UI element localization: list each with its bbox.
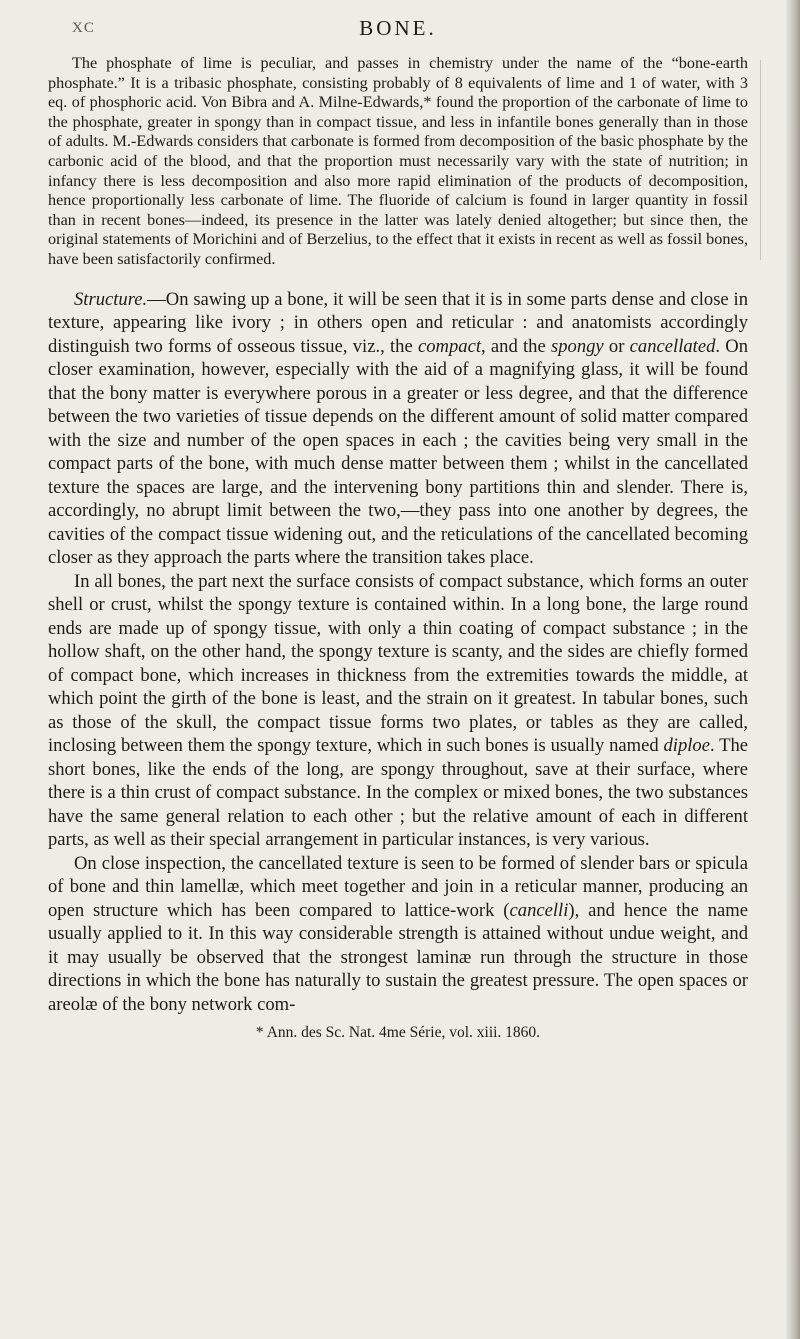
structure-paragraph-3 <box>48 852 748 1017</box>
gutter-line <box>760 60 761 260</box>
term-diploe: diploe <box>663 735 710 757</box>
structure-text-1c: or <box>603 335 630 357</box>
chemistry-paragraph: The phosphate of lime is peculiar, and passes in chemistry under the name of the “bone-earth phosphate.” It is a tribasic phosphate, consisting probably of 8 equivalents of lime and 1 of water, with 3 eq. of phosphoric acid. Von Bibra and A. Milne-Edwards,* found the proportion of the carbonate of lime to the phosphate, greater in spongy than in compact tissue, and less in infantile bones generally than in those of adults. M.-Edwards considers that carbonate is formed from decomposition of the basic phosphate by the carbonic acid of the blood, and that the proportion must necessarily vary with the state of nutrition; in infancy there is less decomposition and also more rapid elimination of the products of decomposition, hence proportionally less carbonate of lime. The fluoride of calcium is found in larger quantity in fossil than in recent bones—indeed, its presence in the latter was lately denied altogether; but since then, the original statements of Morichini and of Berzelius, to the effect that it exists in recent as well as fossil bones, have been satisfactorily confirmed. <box>48 54 748 268</box>
term-compact: compact <box>418 335 481 357</box>
section-heading: Structure. <box>74 288 148 310</box>
structure-text-2b: . The short bones, like the ends of the long, are spongy throughout, save at their surface, where there is a thin crust of compact substance. In the complex or mixed bones, the two substances have the same general relation to each other ; but the relative amount of each in different parts, as well as their special arrangement in particular instances, is very various. <box>48 735 748 851</box>
term-cancelli: cancelli <box>509 899 569 921</box>
structure-paragraph-2 <box>48 570 748 852</box>
structure-text-1b: , and the <box>481 335 551 357</box>
running-title: BONE. <box>359 16 437 40</box>
footnote: * Ann. des Sc. Nat. 4me Série, vol. xiii. 1860. <box>255 1024 541 1042</box>
term-spongy: spongy <box>550 335 604 357</box>
structure-text-3b: ), and hence the name usually applied to it. In this way considerable strength is attained without undue weight, and it may usually be observed that the strongest laminæ run through the structure in those directions in which the bone has naturally to sustain the greatest pressure. The open spaces or areolæ of the bony network com- <box>48 899 748 1015</box>
page-edge-shadow <box>786 0 800 1339</box>
structure-paragraph-1 <box>48 288 748 570</box>
structure-text-1a: —On sawing up a bone, it will be seen that it is in some parts dense and close in texture, appearing like ivory ; in others open and reticular : and anatomists accordingly distinguish two forms of osseous tissue, viz., the <box>48 288 748 357</box>
structure-text-3a: On close inspection, the cancellated texture is seen to be formed of slender bars or spicula of bone and thin lamellæ, which meet together and join in a reticular manner, producing an open structure which has been compared to lattice-work ( <box>48 852 748 921</box>
running-head <box>48 14 748 54</box>
term-cancellated: cancellated <box>629 335 716 357</box>
paragraph-gap <box>48 270 748 288</box>
structure-text-2a: In all bones, the part next the surface consists of compact substance, which forms an outer shell or crust, whilst the spongy texture is contained within. In a long bone, the large round ends are made up of spongy tissue, with only a thin coating of compact substance ; in the hollow shaft, on the other hand, the spongy texture is scanty, and the sides are chiefly formed of compact bone, which increases in thickness from the extremities towards the middle, at which point the girth of the bone is least, and the strain on it greatest. In tabular bones, such as those of the skull, the compact tissue forms two plates, or tables as they are called, inclosing between them the spongy texture, which in such bones is usually named <box>48 570 748 757</box>
book-page <box>48 14 748 1042</box>
page-number: XC <box>72 20 95 36</box>
structure-text-1d: . On closer examination, however, especially with the aid of a magnifying glass, it will be found that the bony matter is everywhere porous in a greater or less degree, and that the difference between the two varieties of tissue depends on the different amount of solid matter compared with the size and number of the open spaces in each ; the cavities being very small in the compact parts of the bone, with much dense matter between them ; whilst in the cancellated texture the spaces are large, and the intervening bony partitions thin and slender. There is, accordingly, no abrupt limit between the two,—they pass into one another by degrees, the cavities of the compact tissue widening out, and the reticulations of the cancellated becoming closer as they approach the parts where the transition takes place. <box>48 335 749 569</box>
